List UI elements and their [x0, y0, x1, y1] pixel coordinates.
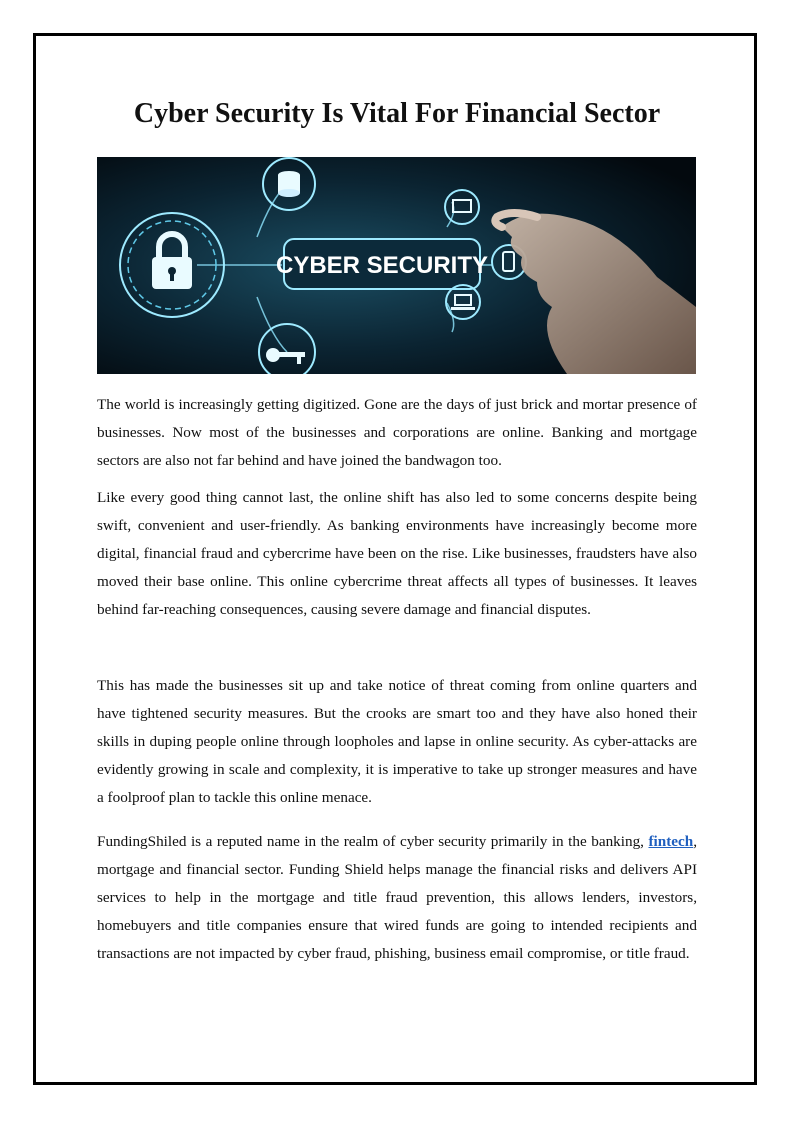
- hero-banner-text: CYBER SECURITY: [275, 252, 489, 279]
- page-title: Cyber Security Is Vital For Financial Sector: [133, 98, 661, 129]
- paragraph-4-text-start: FundingShiled is a reputed name in the realm of cyber security primarily in the banking,: [97, 833, 649, 850]
- paragraph-2: Like every good thing cannot last, the online shift has also led to some concerns despite being swift, convenient and user-friendly. As banking environments have increasingly become more digital, financial fraud and cybercrime have been on the rise. Like businesses, fraudsters have also moved their base online. This online cybercrime threat affects all types of businesses. It leaves behind far-reaching consequences, causing severe damage and financial disputes.: [97, 489, 697, 618]
- hero-image: [97, 157, 696, 374]
- paragraph-1: The world is increasingly getting digitized. Gone are the days of just brick and mortar presence of businesses. Now most of the businesses and corporations are online. Banking and mortgage sectors are also not far behind and have joined the bandwagon too.: [97, 396, 697, 469]
- paragraph-3: This has made the businesses sit up and take notice of threat coming from online quarters and have tightened security measures. But the crooks are smart too and they have also honed their skills in duping people online through loopholes and lapse in online security. As cyber-attacks are evidently growing in scale and complexity, it is imperative to take up stronger measures and have a foolproof plan to tackle this online menace.: [97, 677, 697, 806]
- paragraph-4: [97, 828, 697, 968]
- paragraph-4-text-end: , mortgage and financial sector. Funding Shield helps manage the financial risks and delivers API services to help in the mortgage and title fraud prevention, this allows lenders, investors, homebuyers and title companies ensure that wired funds are going to intended recipients and transactions are not impacted by cyber fraud, phishing, business email compromise, or title fraud.: [97, 833, 697, 962]
- fintech-link[interactable]: fintech: [648, 833, 694, 850]
